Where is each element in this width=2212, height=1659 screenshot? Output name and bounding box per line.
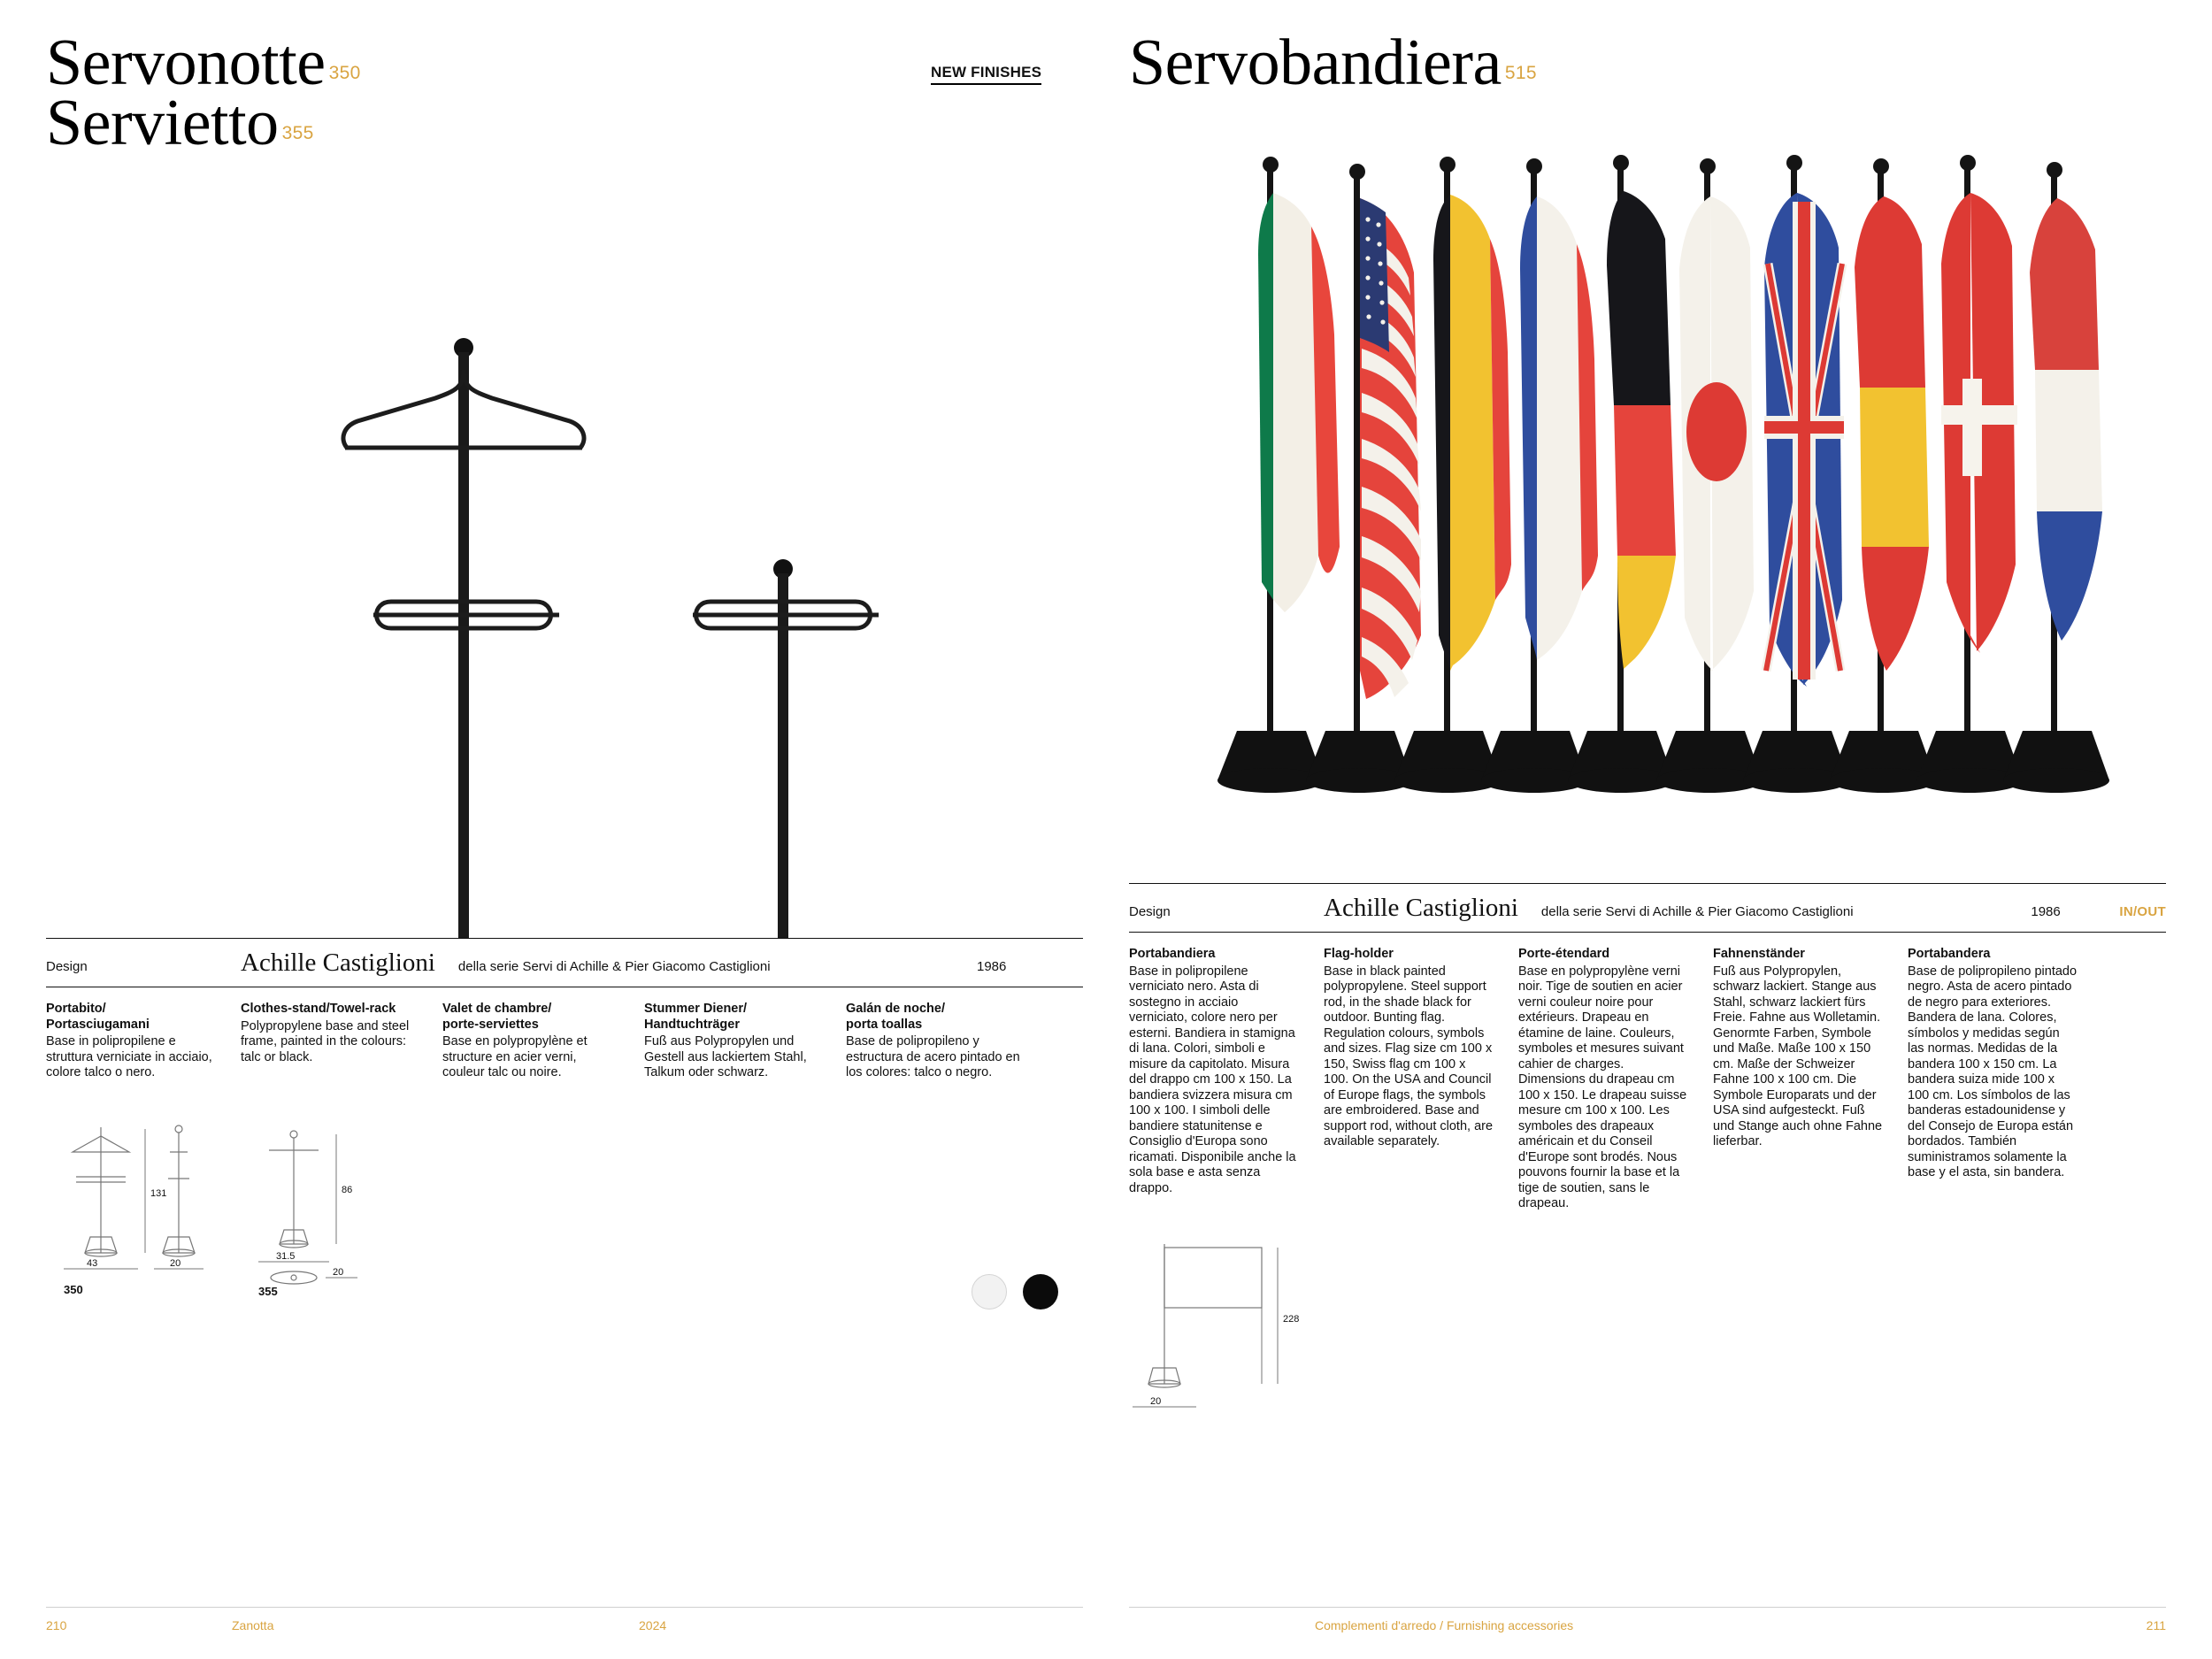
svg-text:228: 228	[1283, 1313, 1300, 1325]
desc-body: Base en polypropylène verni noir. Tige de soutien en acier verni couleur noire pour extérieurs. Drapeau en étamine de laine. Couleurs, symboles et mesures suivant cahier de charges. Dimensions du drapeau cm 100 x 150. Le drapeau suisse mesure cm 100 x 100. Les symboles des drapeaux américain et du Conseil d'Europe sont brodés. Nous pouvons fournir la base et la tige de soutien, sans le drapeau.	[1518, 964, 1687, 1210]
description-it	[1129, 947, 1324, 1212]
description-it	[46, 1002, 241, 1081]
year-text: 1986	[2031, 904, 2061, 919]
desc-title-line2: Portasciugamani	[46, 1017, 150, 1032]
footer-right	[1129, 1607, 2166, 1632]
description-en	[241, 1002, 442, 1081]
product-photo-servobandiera	[1129, 140, 2166, 883]
description-en	[1324, 947, 1518, 1212]
footer-page-number: 211	[2146, 1618, 2166, 1632]
title-text: Servietto	[46, 87, 279, 159]
svg-text:20: 20	[333, 1266, 344, 1278]
product-photo-servonotte-servietto	[46, 159, 1083, 938]
flags-illustration	[1129, 140, 2164, 865]
description-fr	[442, 1002, 644, 1081]
product-title-servonotte	[46, 27, 1083, 99]
title-text: Servonotte	[46, 27, 326, 99]
description-es	[846, 1002, 1048, 1081]
desc-body: Base in black painted polypropylene. Steel support rod, in the shade black for outdoor. Bunting flag. Regulation colours, symbols and sizes. Flag size cm 100 x 150, Swiss flag cm 100 x 100. On the USA and Council of Europe flags, the symbols are embroidered. Base and support rod, without cloth, are available separately.	[1324, 964, 1494, 1148]
right-title-block	[1129, 0, 2166, 99]
desc-body: Base in polipropilene e struttura verniciate in acciaio, colore talco o nero.	[46, 1034, 212, 1079]
desc-title-line1: Porte-étendard	[1518, 947, 1610, 961]
svg-text:31.5: 31.5	[276, 1250, 296, 1262]
designer-name: Achille Castiglioni	[241, 949, 435, 977]
desc-title-line1: Clothes-stand/Towel-rack	[241, 1002, 396, 1016]
description-columns-right	[1129, 933, 2166, 1212]
tech-drawing-355	[241, 1111, 612, 1297]
product-title-servobandiera	[1129, 27, 2166, 99]
desc-body: Base in polipropilene verniciato nero. Asta di sostegno in acciaio verniciato, colore nero per esterni. Bandiera in stamigna di lana. Colori, simboli e misure da capitolato. Misura del drappo cm 100 x 150. La bandiera svizzera misura cm 100 x 100. I simboli delle bandiere statunitense e Consiglio d'Europa sono ricamati. Disponibile anche la sola base e asta senza drappo.	[1129, 964, 1296, 1195]
footer-section: Complementi d'arredo / Furnishing accessories	[1315, 1618, 1574, 1632]
flag-netherlands	[2003, 162, 2109, 793]
title-code: 515	[1504, 62, 1537, 83]
svg-text:131: 131	[150, 1187, 167, 1199]
inout-badge: IN/OUT	[2119, 904, 2166, 919]
title-text: Servobandiera	[1129, 27, 1502, 99]
desc-title-line2: Handtuchträger	[644, 1017, 740, 1032]
flag-italy	[1217, 157, 1340, 793]
desc-body: Fuß aus Polypropylen, schwarz lackiert. Stange aus Stahl, schwarz lackiert fürs Freie. Fahne aus Wolletamin. Genormte Farben, Symbole und Maße. Maße 100 x 150 cm. Maße der Schweizer Fahne 100 x 100 cm. Die Symbole Europarats und der USA sind aufgesteckt. Fuß und Stange auch ohne Fahne lieferbar.	[1713, 964, 1883, 1148]
desc-body: Base de polipropileno y estructura de acero pintado en los colores: talco o negro.	[846, 1034, 1020, 1079]
desc-body: Base de polipropileno pintado negro. Asta de acero pintado de negro para exteriores. Bandera de lana. Colores, símbolos y medidas según las normas. Medidas de la bandera 100 x 150 cm. La bandera suiza mide 100 x 100 cm. Los símbolos de las banderas estadounidense y del Consejo de Europa están bordados. También suministramos solamente la base y el asta, sin bandera.	[1908, 964, 2078, 1179]
description-es	[1908, 947, 2102, 1212]
technical-drawings-left	[46, 1111, 1083, 1333]
flag-uk	[1743, 155, 1849, 793]
designer-name: Achille Castiglioni	[1324, 894, 1518, 922]
swatch-nero[interactable]	[1023, 1274, 1058, 1310]
servonotte-illustration	[46, 159, 1090, 938]
desc-title-line1: Flag-holder	[1324, 947, 1394, 961]
svg-text:86: 86	[342, 1184, 353, 1195]
desc-body: Base en polypropylène et structure en acier verni, couleur talc ou noire.	[442, 1034, 588, 1079]
footer-left	[46, 1607, 1083, 1632]
desc-title-line1: Valet de chambre/	[442, 1002, 552, 1016]
color-swatches	[972, 1274, 1058, 1310]
new-finishes-badge: NEW FINISHES	[931, 64, 1041, 85]
design-row-left	[46, 939, 1083, 987]
tech-drawing-515	[1129, 1235, 1501, 1430]
desc-title-line2: porta toallas	[846, 1017, 923, 1032]
design-row-right	[1129, 884, 2166, 932]
desc-body: Polypropylene base and steel frame, painted in the colours: talc or black.	[241, 1018, 410, 1064]
footer-brand: Zanotta	[232, 1618, 274, 1632]
flag-switzerland	[1916, 155, 2023, 793]
title-code: 355	[281, 122, 314, 143]
footer-page-number: 210	[46, 1618, 67, 1632]
description-columns-left	[46, 987, 1083, 1081]
svg-text:355: 355	[258, 1284, 278, 1297]
desc-title-line1: Portabandiera	[1129, 947, 1216, 961]
series-text: della serie Servi di Achille & Pier Giacomo Castiglioni	[1540, 904, 1854, 919]
year-text: 1986	[977, 959, 1007, 974]
description-de	[644, 1002, 846, 1081]
desc-title-line2: porte-serviettes	[442, 1017, 539, 1032]
description-fr	[1518, 947, 1713, 1212]
title-code: 350	[328, 62, 361, 83]
product-title-servietto	[46, 87, 1083, 159]
desc-title-line1: Fahnenständer	[1713, 947, 1805, 961]
footer-year: 2024	[639, 1618, 667, 1632]
svg-text:20: 20	[170, 1257, 181, 1269]
desc-title-line1: Stummer Diener/	[644, 1002, 748, 1016]
desc-title-line1: Galán de noche/	[846, 1002, 945, 1016]
svg-text:43: 43	[87, 1257, 98, 1269]
series-text: della serie Servi di Achille & Pier Giacomo Castiglioni	[457, 959, 771, 974]
desc-title-line1: Portabandera	[1908, 947, 1991, 961]
description-de	[1713, 947, 1908, 1212]
desc-body: Fuß aus Polypropylen und Gestell aus lackiertem Stahl, Talkum oder schwarz.	[644, 1034, 807, 1079]
flag-spain	[1830, 158, 1936, 793]
design-label: Design	[1129, 904, 1171, 919]
svg-text:350: 350	[64, 1282, 83, 1296]
technical-drawings-right	[1129, 1235, 2166, 1439]
right-page	[1106, 0, 2212, 1659]
design-label: Design	[46, 959, 88, 974]
left-title-block	[46, 0, 1083, 159]
swatch-talco[interactable]	[972, 1274, 1007, 1310]
desc-title-line1: Portabito/	[46, 1002, 106, 1016]
svg-text:20: 20	[1150, 1395, 1162, 1407]
